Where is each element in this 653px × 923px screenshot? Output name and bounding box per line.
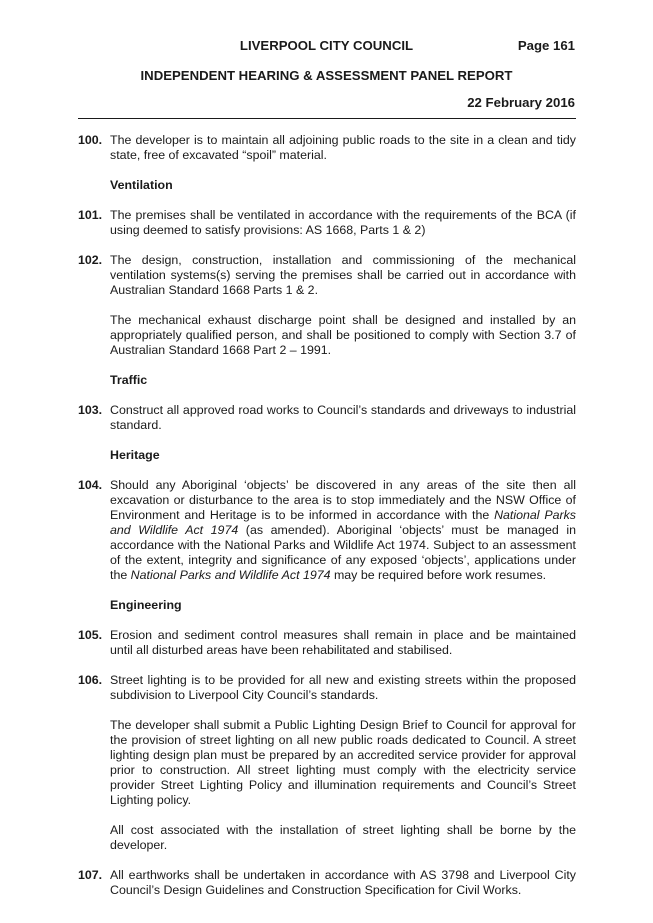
section-heading-heritage: Heritage — [110, 448, 160, 462]
text-run: may be required before work resumes. — [330, 568, 547, 582]
condition-number: 107. — [78, 868, 103, 882]
condition-text: The premises shall be ventilated in accordance with the requirements of the BCA (if using deemed to satisfy provisions: AS 1668, Parts 1 & 2) — [110, 208, 576, 237]
condition-text-continued: The mechanical exhaust discharge point shall be designed and installed by an appropriately qualified person, and shall be positioned to comply with Section 3.7 of Australian Standard 1668 Part 2 – 1991. — [110, 313, 576, 357]
condition-number: 100. — [78, 133, 103, 147]
text-run: (as amended). Aboriginal ‘objects’ must be managed in accordance with the National Parks and Wildlife Act 1974. Subject to an assessment of the extent, integrity and significance of any exposed ‘objects’, applications under the — [110, 523, 576, 582]
condition-100 — [78, 133, 576, 163]
condition-text — [110, 478, 576, 583]
condition-text: Erosion and sediment control measures shall remain in place and be maintained until all disturbed areas have been rehabilitated and stabilised. — [110, 628, 576, 657]
condition-number: 103. — [78, 403, 103, 417]
section-heading-engineering: Engineering — [110, 598, 182, 612]
condition-102 — [78, 253, 576, 358]
act-citation: National Parks and Wildlife Act 1974 — [130, 568, 331, 582]
condition-text: Construct all approved road works to Council’s standards and driveways to industrial standard. — [110, 403, 576, 432]
act-citation: National Parks and Wildlife Act 1974 — [110, 508, 576, 537]
text-run: Should any Aboriginal ‘objects’ be discovered in any areas of the site then all excavation or disturbance to the area is to stop immediately and the NSW Office of Environment and Heritage is to be informed in accordance with the — [110, 478, 576, 522]
condition-101 — [78, 208, 576, 238]
condition-text: The design, construction, installation and commissioning of the mechanical ventilation systems(s) serving the premises shall be carried out in accordance with Australian Standard 1668 Parts 1 & 2. — [110, 253, 576, 297]
report-date: 22 February 2016 — [467, 95, 575, 110]
condition-104 — [78, 478, 576, 583]
condition-106 — [78, 673, 576, 853]
condition-103 — [78, 403, 576, 433]
condition-text: Street lighting is to be provided for all new and existing streets within the proposed subdivision to Liverpool City Council’s standards. — [110, 673, 576, 702]
condition-text: The developer is to maintain all adjoining public roads to the site in a clean and tidy state, free of excavated “spoil” material. — [110, 133, 576, 162]
section-heading-ventilation: Ventilation — [110, 178, 173, 192]
condition-number: 106. — [78, 673, 103, 687]
condition-text-continued: The developer shall submit a Public Lighting Design Brief to Council for approval for the provision of street lighting on all new public roads dedicated to Council. A street lighting design plan must be prepared by an accredited service provider for approval prior to construction. All street lighting must comply with the electricity service provider Street Lighting Policy and illumination requirements and Council’s Street Lighting policy. — [110, 718, 576, 807]
condition-text-continued: All cost associated with the installation of street lighting shall be borne by the developer. — [110, 823, 576, 852]
condition-text: All earthworks shall be undertaken in accordance with AS 3798 and Liverpool City Council’s Design Guidelines and Construction Specification for Civil Works. — [110, 868, 576, 897]
condition-number: 102. — [78, 253, 103, 267]
condition-number: 105. — [78, 628, 103, 642]
condition-number: 101. — [78, 208, 103, 222]
header-rule — [78, 118, 576, 119]
condition-105 — [78, 628, 576, 658]
council-name: LIVERPOOL CITY COUNCIL — [239, 38, 414, 53]
condition-107 — [78, 868, 576, 898]
section-heading-traffic: Traffic — [110, 373, 148, 387]
page-number: Page 161 — [517, 38, 575, 53]
report-title: INDEPENDENT HEARING & ASSESSMENT PANEL REPORT — [140, 68, 513, 83]
condition-number: 104. — [78, 478, 103, 492]
document-body — [78, 133, 576, 898]
